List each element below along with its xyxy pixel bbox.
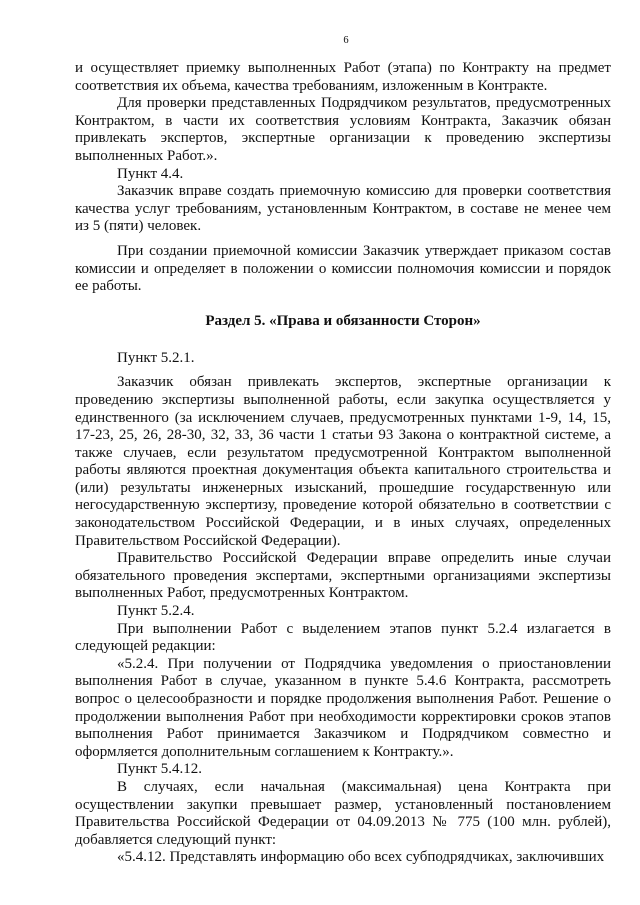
paragraph-expert-check: Для проверки представленных Подрядчиком результатов, предусмотренных Контрактом, в части их соответствия условиям Контракта, Заказчик обязан привлекать экспертов, экспертные организации к проведению экспертизы выполненных Работ.». [75, 95, 611, 164]
paragraph-5-4-12-text: «5.4.12. Представлять информацию обо всех субподрядчиках, заключивших [117, 849, 605, 866]
paragraph-acceptance-commission: Заказчик вправе создать приемочную комиссию для проверки соответствия качества услуг требованиям, установленным Контрактом, в составе не менее чем из 5 (пяти) человек. [75, 183, 611, 235]
paragraph-customer-experts: Заказчик обязан привлекать экспертов, экспертные организации к проведению экспертизы выполненной работы, если закупка осуществляется у единственного (за исключением случаев, предусмотренных пунктами 1-9, 14, 15, 17-23, 25, 26, 28-30, 32, 33, 36 части 1 статьи 93 Закона о контрактной системе, а также случаев, если результатом предусмотренной Контрактом выполненной работы являются проектная документация объекта капитального строительства и (или) результаты инженерных изысканий, прошедшие государственную или негосударственную экспертизу, проведение которой обязательно в соответствии с законодательством Российской Федерации, и в иных случаях, определенных Правительством Российской Федерации). [75, 374, 611, 549]
clause-heading-4-4: Пункт 4.4. [117, 165, 184, 182]
document-page [75, 34, 611, 899]
spacer [75, 236, 611, 243]
clause-heading-5-2-4: Пункт 5.2.4. [117, 603, 195, 620]
paragraph-continuation: и осуществляет приемку выполненных Работ (этапа) по Контракту на предмет соответствия их объема, качества требованиям, изложенным в Контракте. [75, 60, 611, 94]
clause-heading-5-4-12: Пункт 5.4.12. [117, 761, 203, 778]
spacer [75, 367, 611, 374]
paragraph-max-price: В случаях, если начальная (максимальная) цена Контракта при осуществлении закупки превышает размер, установленный постановлением Правительства Российской Федерации от 04.09.2013 № 775 (100 млн. рублей), добавляется следующий пункт: [75, 778, 611, 848]
paragraph-commission-order: При создании приемочной комиссии Заказчик утверждает приказом состав комиссии и определяет в положении о комиссии полномочия комиссии и порядок ее работы. [75, 242, 611, 295]
page-number: 6 [343, 35, 349, 46]
section-title: Раздел 5. «Права и обязанности Сторон» [205, 312, 481, 329]
paragraph-government-cases: Правительство Российской Федерации вправе определить иные случаи обязательного проведения экспертами, экспертными организациями экспертизы выполненных Работ, предусмотренных Контрактом. [75, 550, 611, 602]
clause-heading-5-2-1: Пункт 5.2.1. [117, 349, 195, 366]
paragraph-stages-edition: При выполнении Работ с выделением этапов пункт 5.2.4 излагается в следующей редакции: [75, 620, 611, 655]
paragraph-5-2-4-text: «5.2.4. При получении от Подрядчика уведомления о приостановлении выполнения Работ в случае, указанном в пункте 5.4.6 Контракта, рассмотреть вопрос о целесообразности и порядке продолжения выполнения Работ. Решение о продолжении выполнения Работ при необходимости корректировки сроков этапов выполнения Работ принимается Заказчиком и Подрядчиком совместно и оформляется дополнительным соглашением к Контракту.». [75, 655, 611, 760]
